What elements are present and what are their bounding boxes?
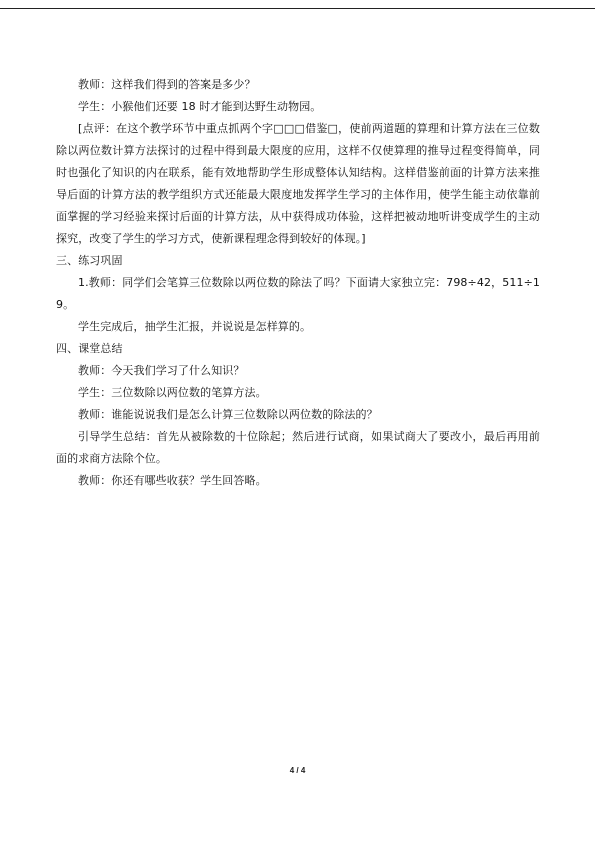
dialogue-teacher-question: 教师：今天我们学习了什么知识？ [78,364,245,377]
header-rule [0,8,595,9]
practice-report: 学生完成后，抽学生汇报，并说说是怎样算的。 [78,320,312,333]
dialogue-student-reply: 学生：三位数除以两位数的笔算方法。 [78,386,267,399]
dialogue-teacher-answer-question: 教师：这样我们得到的答案是多少？ [78,78,256,91]
summary-guidance: 引导学生总结：首先从被除数的十位除起；然后进行试商，如果试商大了要改小，最后再用前面的求商方法除个位。 [56,430,540,465]
section-heading-practice: 三、练习巩固 [56,254,123,267]
dialogue-student-answer: 学生：小猴他们还要 18 时才能到达野生动物园。 [78,100,322,113]
commentary-paragraph: [点评：在这个教学环节中重点抓两个字□□□借鉴□，使前两道题的算理和计算方法在三位数除以两位数计算方法探讨的过程中得到最大限度的应用，这样不仅使算理的推导过程变得简单，同时也强化了知识的内在联系，能有效地帮助学生形成整体认知结构。这样借鉴前面的计算方法来推导后面的计算方法的教学组织方式还能最大限度地发挥学生学习的主体作用，使学生能主动依靠前面掌握的学习经验来探讨后面的计算方法，从中获得成功体验，这样把被动地听讲变成学生的主动探究，改变了学生的学习方式，使新课程理念得到较好的体现。] [56,122,540,245]
page-number: 4 / 4 [289,766,306,775]
document-body [56,74,540,492]
practice-exercise: 1.教师：同学们会笔算三位数除以两位数的除法了吗？下面请大家独立完：798÷42，511÷19。 [56,276,540,311]
section-heading-summary: 四、课堂总结 [56,342,123,355]
dialogue-teacher-followup: 教师：谁能说说我们是怎么计算三位数除以两位数的除法的？ [78,408,378,421]
dialogue-teacher-closing: 教师：你还有哪些收获？学生回答略。 [78,474,267,487]
